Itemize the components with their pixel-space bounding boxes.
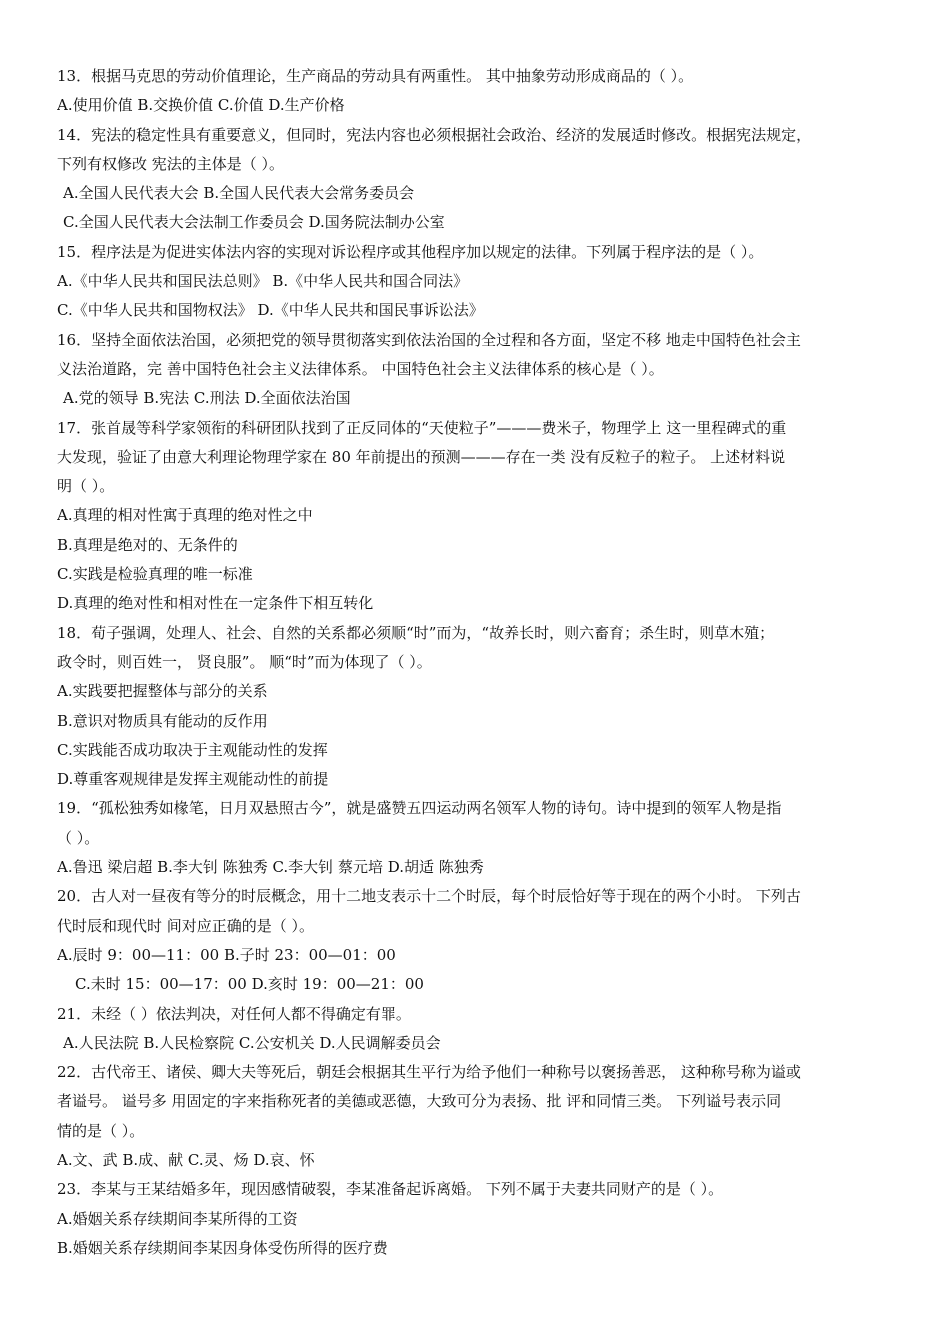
q17-option-b: B.真理是绝对的、无条件的 [57,535,238,554]
q18-stem-line2: 政令时，则百姓一， 贤良服”。 顺“时”而为体现了（ ）。 [57,652,432,671]
q17-option-d: D.真理的绝对性和相对性在一定条件下相互转化 [57,594,374,613]
q14-options-ab: A.全国人民代表大会 B.全国人民代表大会常务委员会 [63,184,415,203]
q20-stem-line2: 代时辰和现代时 间对应正确的是（ ）。 [57,916,315,935]
q17-option-a: A.真理的相对性寓于真理的绝对性之中 [57,506,313,525]
q14-stem-line2: 下列有权修改 宪法的主体是（ ）。 [57,154,285,173]
q20-stem-line1: 20．古人对一昼夜有等分的时辰概念，用十二地支表示十二个时辰，每个时辰恰好等于现在的两个小时。 下列古 [57,887,801,906]
q22-stem-line1: 22．古代帝王、诸侯、卿大夫等死后，朝廷会根据其生平行为给予他们一种称号以褒扬善恶， 这种称号称为谥或 [57,1063,801,1082]
q17-stem-line1: 17．张首晟等科学家领衔的科研团队找到了正反同体的“天使粒子”———费米子，物理学上 这一里程碑式的重 [57,418,787,437]
q15-options-cd: C.《中华人民共和国物权法》 D.《中华人民共和国民事诉讼法》 [57,301,484,320]
q23-stem: 23．李某与王某结婚多年，现因感情破裂，李某准备起诉离婚。 下列不属于夫妻共同财产的是（ ）。 [57,1180,724,1199]
q13-options: A.使用价值 B.交换价值 C.价值 D.生产价格 [57,96,345,115]
q22-stem-line2: 者谥号。 谥号多 用固定的字来指称死者的美德或恶德，大致可分为表扬、批 评和同情三类。 下列谥号表示同 [57,1092,782,1111]
q21-stem: 21．未经（ ）依法判决，对任何人都不得确定有罪。 [57,1004,411,1023]
q18-option-c: C.实践能否成功取决于主观能动性的发挥 [57,740,328,759]
q20-options-cd: C.未时 15：00—17：00 D.亥时 19：00—21：00 [75,975,424,994]
q17-option-c: C.实践是检验真理的唯一标准 [57,565,253,584]
q14-options-cd: C.全国人民代表大会法制工作委员会 D.国务院法制办公室 [63,213,445,232]
q19-stem-line2: （ ）。 [57,828,100,847]
q16-options: A.党的领导 B.宪法 C.刑法 D.全面依法治国 [63,389,351,408]
q18-option-d: D.尊重客观规律是发挥主观能动性的前提 [57,770,329,789]
q22-options: A.文、武 B.成、献 C.灵、炀 D.哀、怀 [57,1150,315,1169]
q18-option-b: B.意识对物质具有能动的反作用 [57,711,268,730]
q15-stem: 15．程序法是为促进实体法内容的实现对诉讼程序或其他程序加以规定的法律。下列属于程序法的是（ ）。 [57,242,764,261]
q19-options: A.鲁迅 梁启超 B.李大钊 陈独秀 C.李大钊 蔡元培 D.胡适 陈独秀 [57,858,484,877]
q18-stem-line1: 18．荀子强调，处理人、社会、自然的关系都必须顺“时”而为，“故养长时，则六畜育；杀生时，则草木殖； [57,623,775,642]
q17-stem-line3: 明（ ）。 [57,477,115,496]
q16-stem-line2: 义法治道路，完 善中国特色社会主义法律体系。 中国特色社会主义法律体系的核心是（ ）。 [57,359,664,378]
q20-options-ab: A.辰时 9：00—11：00 B.子时 23：00—01：00 [57,945,396,964]
q19-stem-line1: 19．“孤松独秀如椽笔，日月双悬照古今”，就是盛赞五四运动两名领军人物的诗句。诗中提到的领军人物是指 [57,799,782,818]
q22-stem-line3: 情的是（ ）。 [57,1121,145,1140]
q16-stem-line1: 16．坚持全面依法治国，必须把党的领导贯彻落实到依法治国的全过程和各方面，坚定不移 地走中国特色社会主 [57,330,801,349]
q15-options-ab: A.《中华人民共和国民法总则》 B.《中华人民共和国合同法》 [57,272,469,291]
q13-stem: 13．根据马克思的劳动价值理论，生产商品的劳动具有两重性。 其中抽象劳动形成商品的（ ）。 [57,67,694,85]
q18-option-a: A.实践要把握整体与部分的关系 [57,682,268,701]
q14-stem-line1: 14．宪法的稳定性具有重要意义，但同时，宪法内容也必须根据社会政治、经济的发展适时修改。根据宪法规定， [57,125,812,144]
q23-option-b: B.婚姻关系存续期间李某因身体受伤所得的医疗费 [57,1238,388,1257]
q17-stem-line2: 大发现，验证了由意大利理论物理学家在 80 年前提出的预测———存在一类 没有反粒子的粒子。 上述材料说 [57,447,786,466]
document-body [57,62,897,1263]
q23-option-a: A.婚姻关系存续期间李某所得的工资 [57,1209,298,1228]
q21-options: A.人民法院 B.人民检察院 C.公安机关 D.人民调解委员会 [63,1033,441,1052]
